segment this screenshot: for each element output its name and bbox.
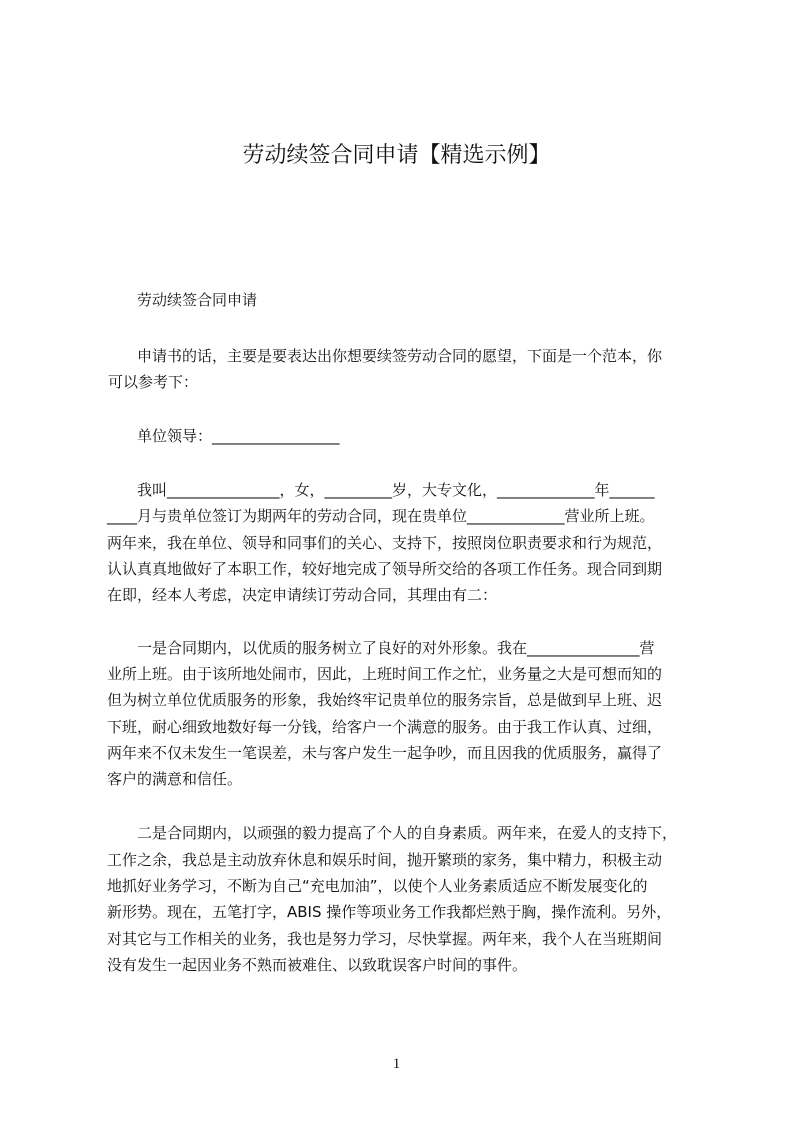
text-line: 两年来不仅未发生一笔误差，未与客户发生一起争吵，而且因我的优质服务，赢得了 [107, 744, 663, 762]
text-line: 对其它与工作相关的业务，我也是努力学习，尽快掌握。两年来，我个人在当班期间 [107, 930, 663, 948]
text-line: 但为树立单位优质服务的形象，我始终牢记贵单位的服务宗旨，总是做到早上班、迟 [107, 691, 663, 709]
section-heading: 劳动续签合同申请 [137, 291, 258, 309]
text-line: 业所上班。由于该所地处闹市，因此，上班时间工作之忙，业务量之大是可想而知的 [107, 665, 663, 683]
text-line: 申请书的话，主要是要表达出你想要续签劳动合同的愿望，下面是一个范本，你 [137, 347, 663, 365]
text-line: 单位领导：_________________ [137, 427, 340, 445]
text-line: 两年来，我在单位、领导和同事们的关心、支持下，按照岗位职责要求和行为规范， [107, 534, 663, 552]
text-line: 我叫_______________，女，_________岁，大专文化，_____________年______ [137, 481, 655, 499]
text-line: ____月与贵单位签订为期两年的劳动合同，现在贵单位_____________营业所上班。 [107, 507, 655, 525]
text-line: 认认真真地做好了本职工作，较好地完成了领导所交给的各项工作任务。现合同到期 [107, 560, 663, 578]
text-line: 二是合同期内，以顽强的毅力提高了个人的自身素质。两年来，在爱人的支持下， [137, 824, 678, 842]
text-line: 工作之余，我总是主动放弃休息和娱乐时间，抛开繁琐的家务，集中精力，积极主动 [107, 851, 663, 869]
text-line: 地抓好业务学习，不断为自己“充电加油”，以使个人业务素质适应不断发展变化的 [107, 877, 648, 895]
text-line: 一是合同期内，以优质的服务树立了良好的对外形象。我在_______________营 [137, 639, 655, 657]
text-line: 在即，经本人考虑，决定申请续订劳动合同，其理由有二： [107, 586, 498, 604]
document-title: 劳动续签合同申请【精选示例】 [242, 143, 551, 168]
text-line: 没有发生一起因业务不熟而被难住、以致耽误客户时间的事件。 [107, 956, 528, 974]
text-line: 下班，耐心细致地数好每一分钱，给客户一个满意的服务。由于我工作认真、过细， [107, 718, 663, 736]
text-line: 新形势。现在，五笔打字，ABIS 操作等项业务工作我都烂熟于胸，操作流利。另外， [107, 903, 672, 921]
text-line: 客户的满意和信任。 [107, 770, 243, 788]
page-number: 1 [392, 1056, 401, 1072]
text-line: 可以参考下： [108, 373, 199, 391]
